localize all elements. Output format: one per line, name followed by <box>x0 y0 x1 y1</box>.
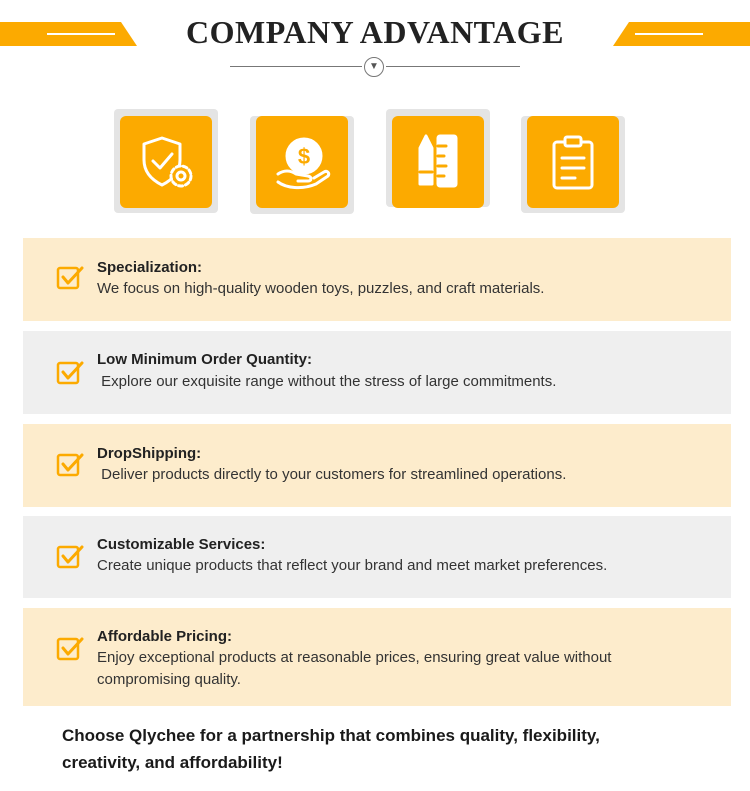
shield-gear-icon <box>120 116 212 208</box>
pencil-ruler-icon <box>392 116 484 208</box>
feature-row-dropshipping <box>23 424 731 507</box>
feature-title: Low Minimum Order Quantity: <box>97 351 313 368</box>
feature-desc: We focus on high-quality wooden toys, puzzles, and craft materials. <box>97 280 545 297</box>
feature-row-pricing <box>23 608 731 706</box>
feature-desc: Deliver products directly to your customers for streamlined operations. <box>97 466 567 483</box>
divider-line-left <box>230 66 362 67</box>
feature-desc: Create unique products that reflect your brand and meet market preferences. <box>97 557 608 574</box>
feature-desc: Enjoy exceptional products at reasonable prices, ensuring great value without compromising quality. <box>97 649 612 688</box>
divider-line-right <box>386 66 520 67</box>
clipboard-icon <box>527 116 619 208</box>
feature-title: Specialization: <box>97 259 203 276</box>
feature-row-customizable <box>23 516 731 598</box>
chevron-down-icon: ▼ <box>364 57 384 77</box>
checkbox-icon <box>56 635 84 663</box>
closing-statement: Choose Qlychee for a partnership that combines quality, flexibility, creativity, and affordability! <box>62 726 600 772</box>
feature-desc: Explore our exquisite range without the stress of large commitments. <box>97 373 557 390</box>
dollar-hand-icon <box>256 116 348 208</box>
checkbox-icon <box>56 451 84 479</box>
feature-row-specialization <box>23 238 731 321</box>
page-title: COMPANY ADVANTAGE <box>186 14 564 50</box>
checkbox-icon <box>56 359 84 387</box>
feature-row-moq <box>23 331 731 414</box>
feature-title: Affordable Pricing: <box>97 628 233 645</box>
feature-title: Customizable Services: <box>97 536 266 553</box>
svg-text:$: $ <box>297 144 311 169</box>
feature-title: DropShipping: <box>97 445 202 462</box>
checkbox-icon <box>56 543 84 571</box>
checkbox-icon <box>56 264 84 292</box>
